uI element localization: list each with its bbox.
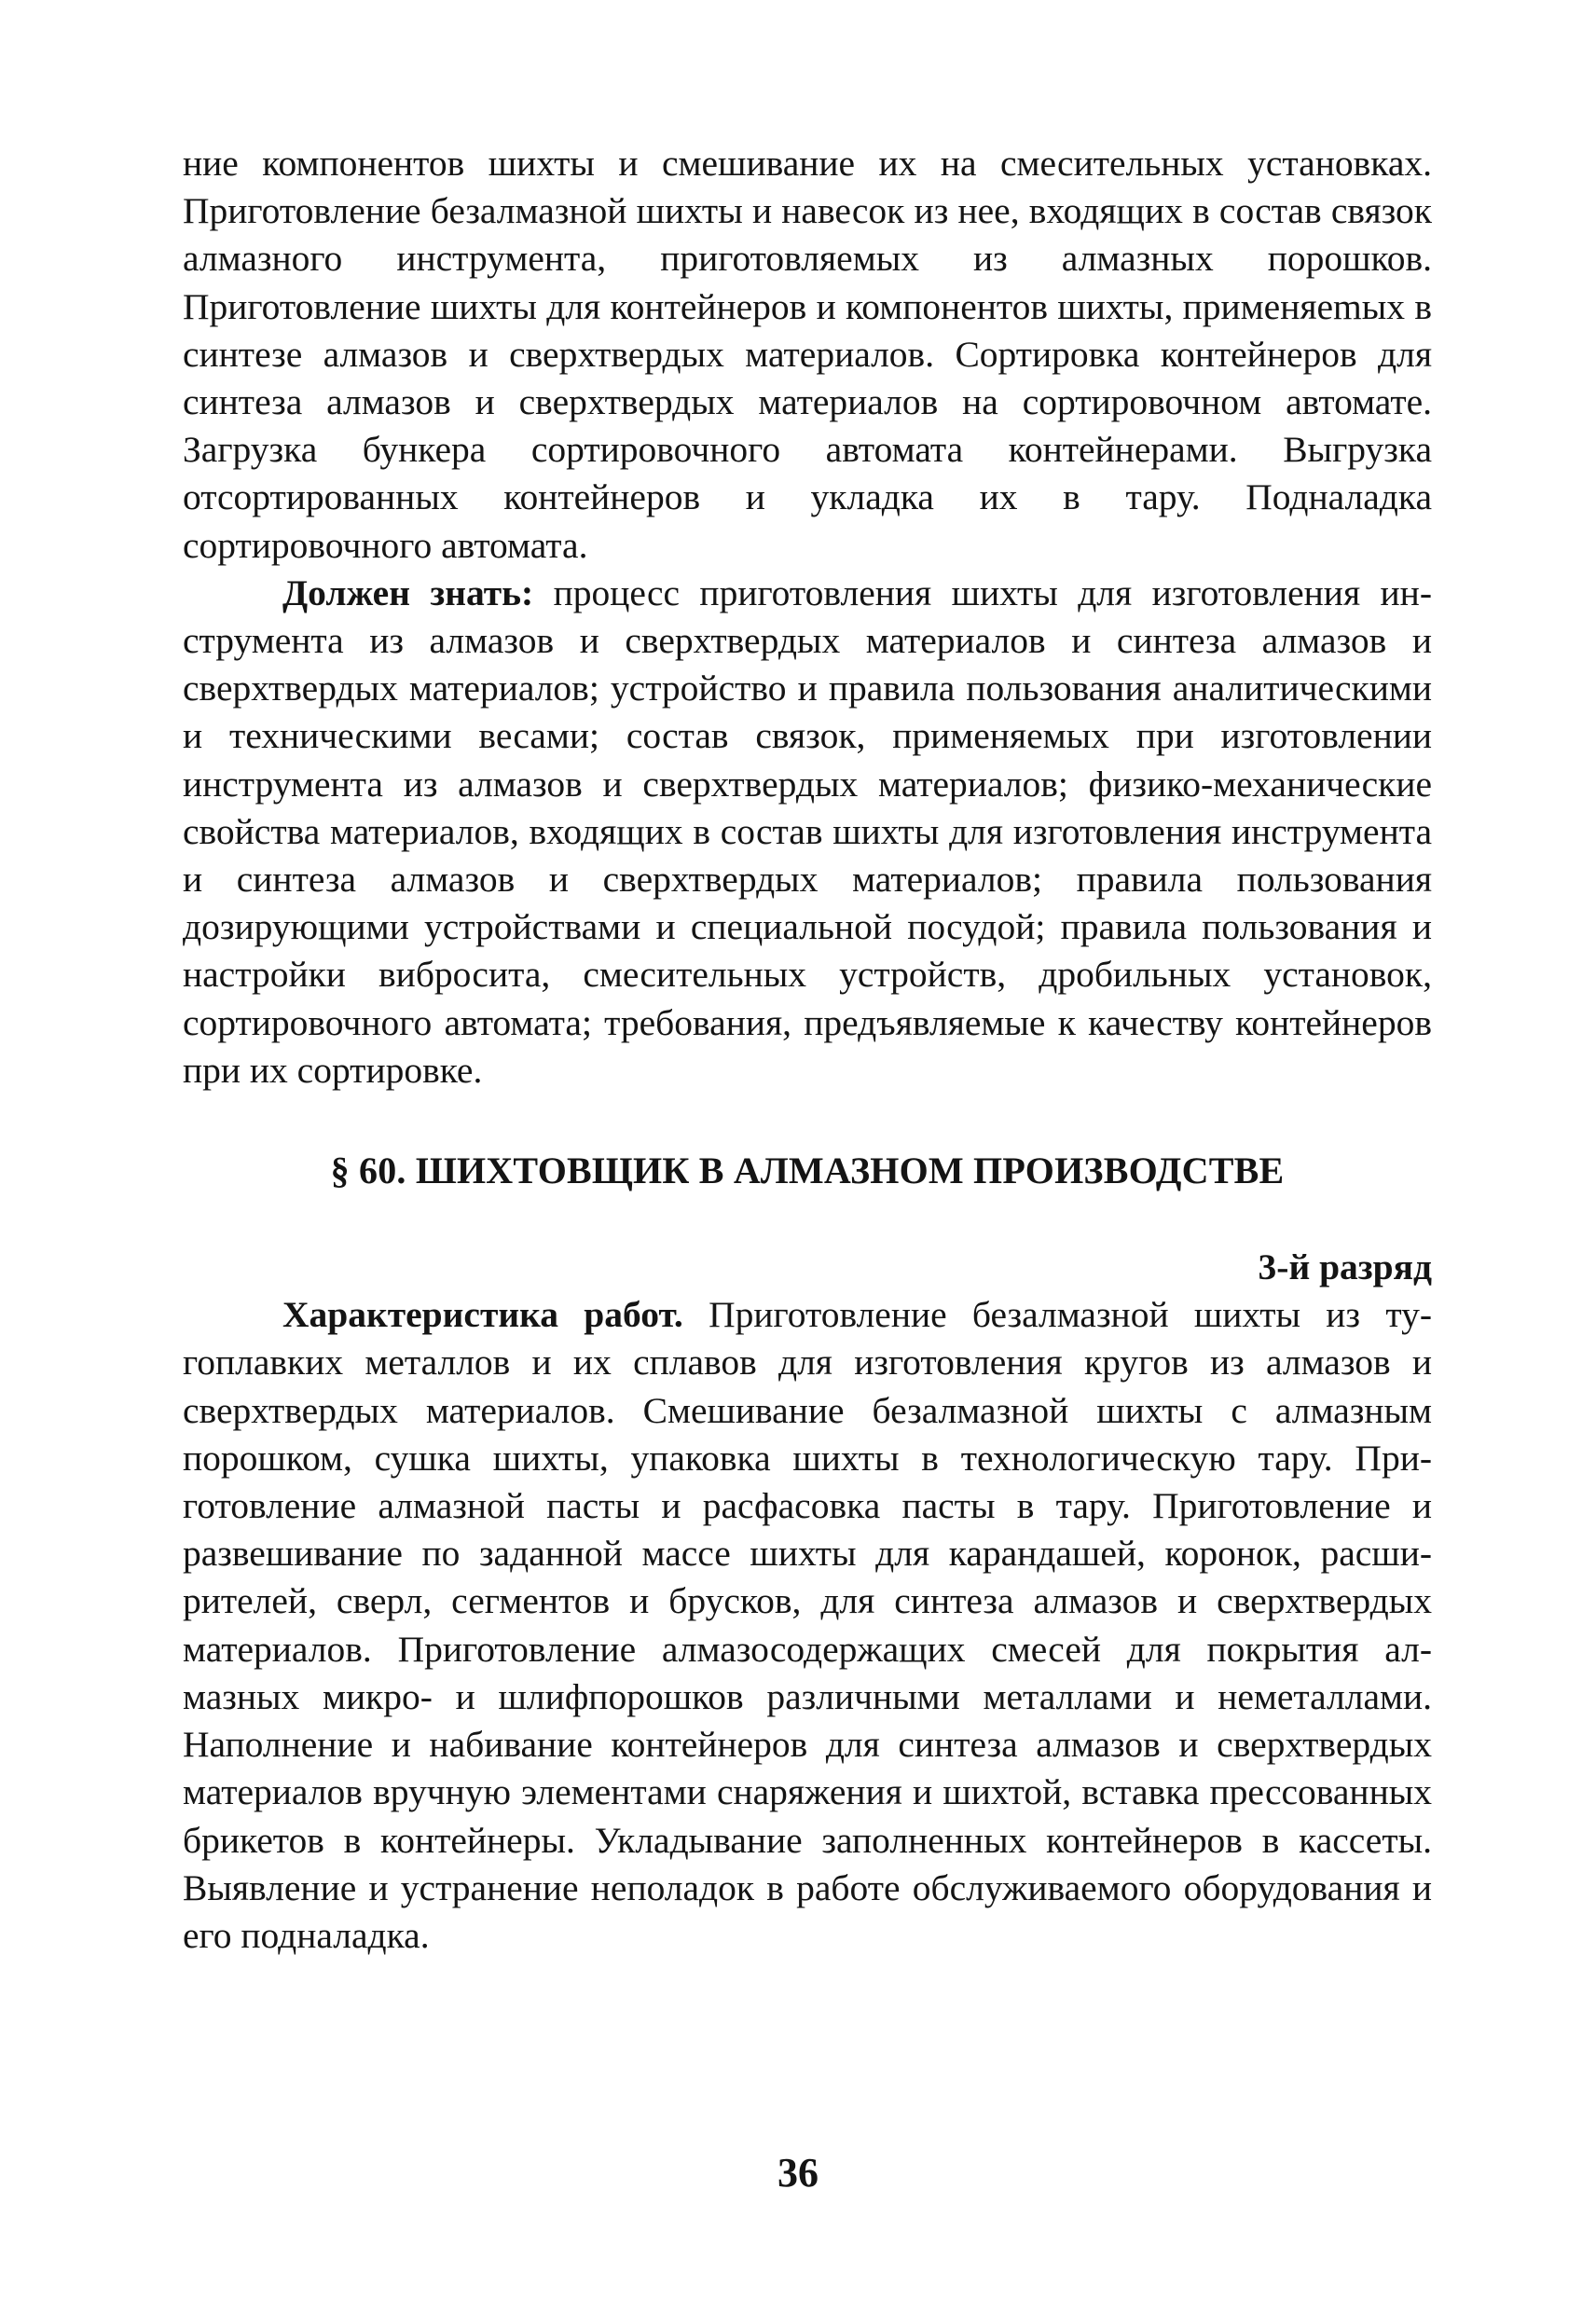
page-number: 36	[777, 2150, 819, 2196]
must-know-text: процесс приготовления шихты для изготовления инструмента из алмазов и сверхтвердых материалов и синтеза алмазов и сверхтвердых материалов; устройство и правила пользования аналитическими и техническими весами; состав связок, применяемых при изготовлении инструмента из алмазов и сверхтвердых материалов; физико-механические свойства материалов, входящих в состав шихты для изготовления инструмента и синтеза алмазов и сверхтвердых материалов; правила пользования дозирующими устройствами и специальной посудой; правила пользования и настройки вибросита, смесительных устройств, дробильных установок, сортировочного автомата; требования, предъявляемые к качеству контейнеров при их сортировке.	[183, 571, 1432, 1091]
work-characteristics-paragraph	[183, 1291, 1432, 1960]
document-page	[183, 140, 1432, 1960]
work-characteristics-text: Приготовление безалмазной шихты из тугоплавких металлов и их сплавов для изготовления кругов из алмазов и сверхтвердых материалов. Смешивание безалмазной шихты с алмазным порошком, сушка шихты, упаковка шихты в технологическую тару. Приготовление алмазной пасты и расфасовка пасты в тару. Приготовление и развешивание по заданной массе шихты для карандашей, коронок, расширителей, сверл, сегментов и брусков, для синтеза алмазов и сверхтвердых материалов. Приготовление алмазосодержащих смесей для покрытия алмазных микро- и шлифпорошков различными металлами и неметаллами. Наполнение и набивание контейнеров для синтеза алмазов и сверхтвердых материалов вручную элементами снаряжения и шихтой, вставка прессованных брикетов в контейнеры. Укладывание заполненных контейнеров в кассеты. Выявление и устранение неполадок в работе обслуживаемого оборудования и его подналадка.	[183, 1294, 1432, 1956]
section-title: § 60. ШИХТОВЩИК В АЛМАЗНОМ ПРОИЗВОДСТВЕ	[330, 1150, 1285, 1192]
grade-label: 3-й разряд	[1258, 1246, 1432, 1288]
must-know-paragraph	[183, 570, 1432, 1095]
must-know-lead: Должен знать:	[282, 571, 534, 613]
continuation-paragraph: ние компонентов шихты и смешивание их на смесительных установках. Приготовление безалмазной шихты и навесок из нее, входящих в состав связок алмазного инструмента, приготовляемых из алмазных порошков. Приготовление шихты для контейнеров и компонентов шихты, применяеmых в синтезе алмазов и сверхтвердых материалов. Сортировка контейнеров для синтеза алмазов и сверхтвердых материалов на сортировочном автомате. Загрузка бункера сортировочного автомата контейнерами. Выгрузка отсортированных контейнеров и укладка их в тару. Подналадка сортировочного автомата.	[183, 143, 1432, 566]
work-characteristics-lead: Характеристика работ.	[282, 1294, 683, 1336]
